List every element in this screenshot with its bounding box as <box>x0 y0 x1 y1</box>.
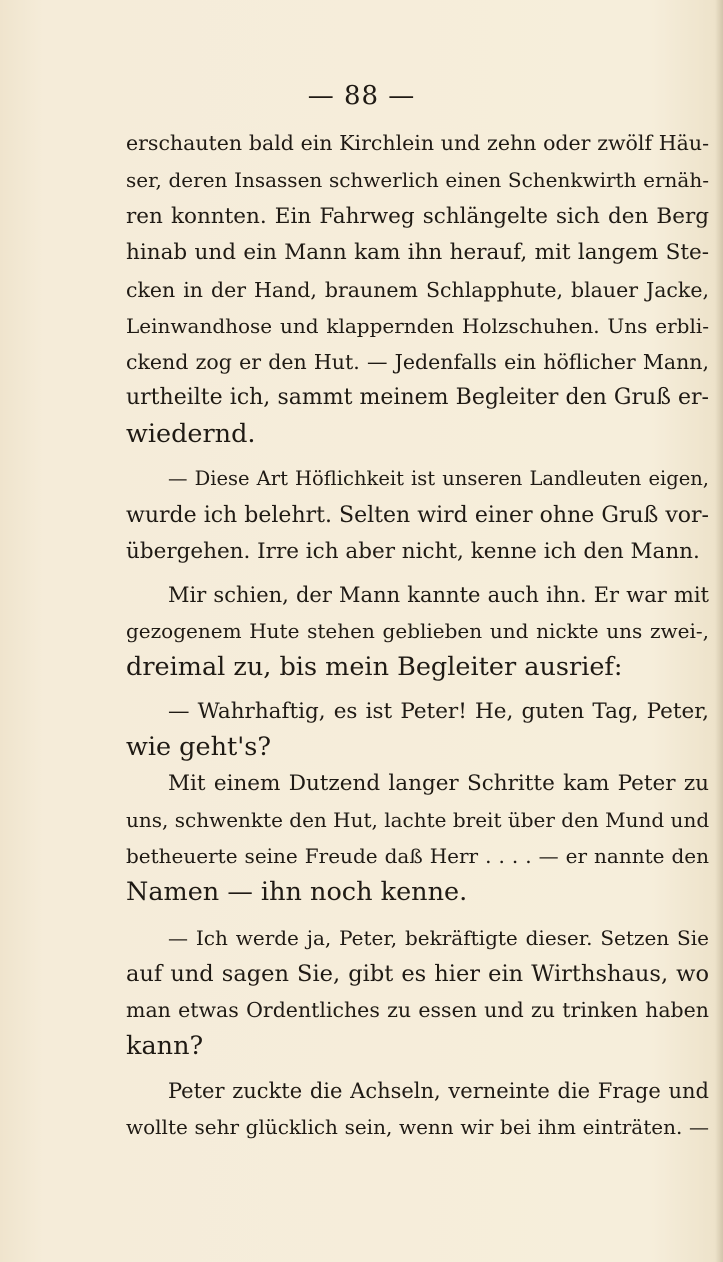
text-line: cken in der Hand, braunem Schlapphute, blauer Jacke, <box>126 278 709 302</box>
text-line: Peter zuckte die Achseln, verneinte die Frage und <box>168 1079 709 1103</box>
text-line: betheuerte seine Freude daß Herr . . . . — er nannte den <box>126 844 709 868</box>
text-line: erschauten bald ein Kirchlein und zehn oder zwölf Häu- <box>126 131 709 155</box>
text-line: übergehen. Irre ich aber nicht, kenne ich den Mann. <box>126 539 700 564</box>
text-line: hinab und ein Mann kam ihn herauf, mit langem Ste- <box>126 240 709 265</box>
text-line: dreimal zu, bis mein Begleiter ausrief: <box>126 652 623 682</box>
page-number: — 88 — <box>307 81 416 111</box>
text-line: Namen — ihn noch kenne. <box>126 877 468 907</box>
text-line: wie geht's? <box>126 732 272 762</box>
text-line: ren konnten. Ein Fahrweg schlängelte sich den Berg <box>126 204 709 229</box>
text-line: auf und sagen Sie, gibt es hier ein Wirthshaus, wo <box>126 961 709 987</box>
page-edge-shadow <box>715 0 723 1262</box>
text-line: ckend zog er den Hut. — Jedenfalls ein höflicher Mann, <box>126 350 709 374</box>
text-line: wurde ich belehrt. Selten wird einer ohne Gruß vor- <box>126 503 709 528</box>
text-line: — Diese Art Höflichkeit ist unseren Landleuten eigen, <box>168 467 709 490</box>
text-line: — Ich werde ja, Peter, bekräftigte dieser. Setzen Sie <box>168 926 709 950</box>
text-line: uns, schwenkte den Hut, lachte breit über den Mund und <box>126 808 710 832</box>
text-line: kann? <box>126 1031 204 1061</box>
text-line: wollte sehr glücklich sein, wenn wir bei ihm einträten. — <box>126 1115 709 1139</box>
text-line: — Wahrhaftig, es ist Peter! He, guten Tag, Peter, <box>168 699 709 724</box>
text-line: man etwas Ordentliches zu essen und zu trinken haben <box>126 998 709 1022</box>
text-line: ser, deren Insassen schwerlich einen Schenkwirth ernäh- <box>126 168 709 192</box>
text-line: Mit einem Dutzend langer Schritte kam Peter zu <box>168 771 709 796</box>
text-line: Mir schien, der Mann kannte auch ihn. Er war mit <box>168 583 709 607</box>
text-line: wiedernd. <box>126 419 256 449</box>
text-line: gezogenem Hute stehen geblieben und nickte uns zwei-, <box>126 619 709 643</box>
text-line: urtheilte ich, sammt meinem Begleiter den Gruß er- <box>126 385 709 410</box>
text-line: Leinwandhose und klappernden Holzschuhen. Uns erbli- <box>126 314 709 338</box>
